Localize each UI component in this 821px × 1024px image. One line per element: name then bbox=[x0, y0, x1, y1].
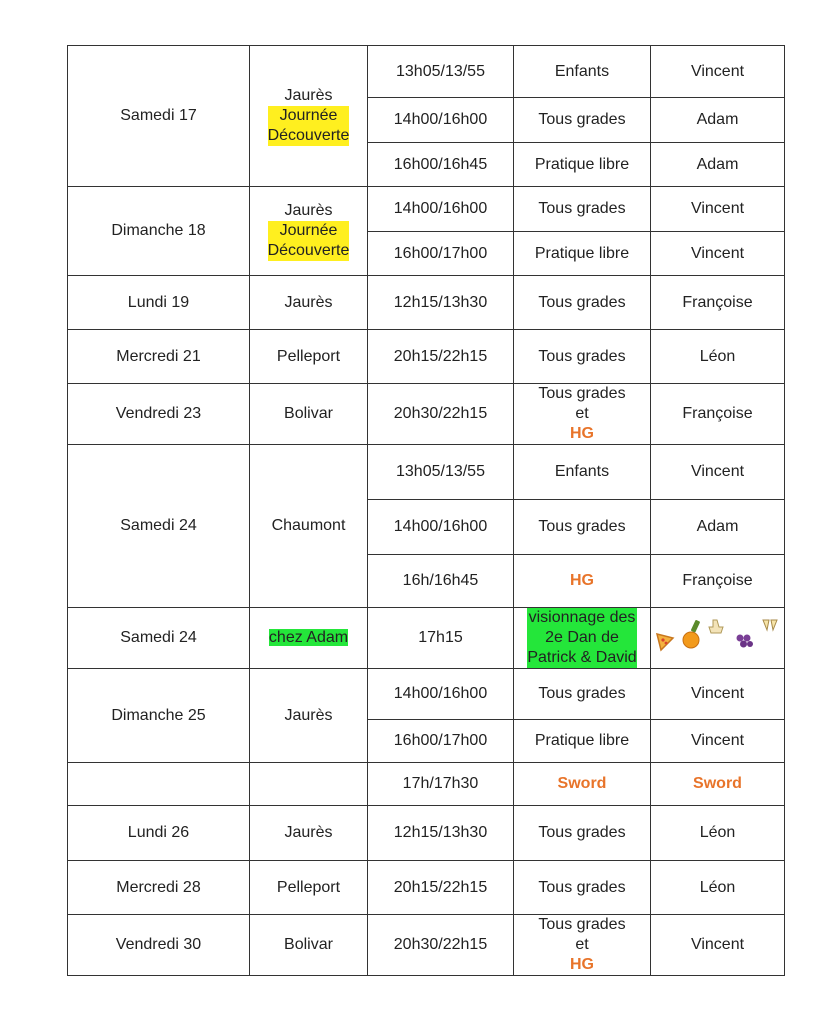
champagne-icon bbox=[759, 618, 781, 652]
teacher-cell bbox=[651, 608, 785, 669]
table-row bbox=[68, 806, 785, 861]
time-cell: 16h00/16h45 bbox=[368, 143, 514, 187]
table-row bbox=[68, 187, 785, 232]
table-row bbox=[68, 608, 785, 669]
hg-label: HG bbox=[569, 956, 594, 973]
place-cell bbox=[250, 763, 368, 806]
time-cell: 20h15/22h15 bbox=[368, 861, 514, 915]
day-cell: Dimanche 18 bbox=[68, 187, 250, 276]
time-cell: 14h00/16h00 bbox=[368, 500, 514, 555]
time-cell: 17h/17h30 bbox=[368, 763, 514, 806]
table-row bbox=[68, 46, 785, 98]
time-cell: 14h00/16h00 bbox=[368, 669, 514, 720]
type-cell: Tous grades bbox=[514, 861, 651, 915]
highlight-label: 2e Dan de bbox=[527, 628, 636, 648]
teacher-cell: Vincent bbox=[651, 232, 785, 276]
type-cell bbox=[514, 555, 651, 608]
teacher-cell: Adam bbox=[651, 143, 785, 187]
teacher-cell: Vincent bbox=[651, 46, 785, 98]
time-cell: 12h15/13h30 bbox=[368, 276, 514, 330]
teacher-cell: Vincent bbox=[651, 187, 785, 232]
highlight-label: chez Adam bbox=[268, 629, 349, 646]
teacher-cell: Léon bbox=[651, 330, 785, 384]
teacher-cell: Léon bbox=[651, 806, 785, 861]
type-cell: Tous grades bbox=[514, 500, 651, 555]
table-row bbox=[68, 276, 785, 330]
time-cell: 13h05/13/55 bbox=[368, 46, 514, 98]
time-cell: 14h00/16h00 bbox=[368, 98, 514, 143]
type-cell: Enfants bbox=[514, 46, 651, 98]
type-cell: Tous grades bbox=[514, 806, 651, 861]
orange-icon bbox=[681, 618, 703, 652]
time-cell: 20h30/22h15 bbox=[368, 384, 514, 445]
type-cell: Enfants bbox=[514, 445, 651, 500]
highlight-label: Patrick & David bbox=[527, 649, 637, 666]
highlight-label: visionnage des bbox=[528, 609, 636, 626]
teacher-cell: Vincent bbox=[651, 720, 785, 763]
schedule-table bbox=[67, 45, 785, 976]
sword-label: Sword bbox=[693, 775, 742, 792]
day-cell: Samedi 17 bbox=[68, 46, 250, 187]
highlight-label: Découverte bbox=[267, 127, 350, 144]
place-cell: Pelleport bbox=[250, 861, 368, 915]
sword-label: Sword bbox=[557, 775, 607, 792]
table-row bbox=[68, 669, 785, 720]
day-cell: Lundi 26 bbox=[68, 806, 250, 861]
day-cell: Lundi 19 bbox=[68, 276, 250, 330]
place-cell: Bolivar bbox=[250, 915, 368, 976]
table-row bbox=[68, 861, 785, 915]
type-cell: Tous grades bbox=[514, 276, 651, 330]
teacher-cell: Léon bbox=[651, 861, 785, 915]
table-row bbox=[68, 384, 785, 445]
place-cell: Jaurès bbox=[250, 276, 368, 330]
day-cell: Vendredi 23 bbox=[68, 384, 250, 445]
day-cell: Vendredi 30 bbox=[68, 915, 250, 976]
place-cell: Chaumont bbox=[250, 445, 368, 608]
day-cell: Dimanche 25 bbox=[68, 669, 250, 763]
teacher-cell: Françoise bbox=[651, 384, 785, 445]
table-row bbox=[68, 915, 785, 976]
place-cell: Jaurès Journée Découverte bbox=[250, 46, 368, 187]
teacher-cell: Vincent bbox=[651, 915, 785, 976]
type-cell bbox=[514, 608, 651, 669]
day-cell: Samedi 24 bbox=[68, 445, 250, 608]
type-cell: Pratique libre bbox=[514, 720, 651, 763]
teacher-cell: Vincent bbox=[651, 445, 785, 500]
time-cell: 20h15/22h15 bbox=[368, 330, 514, 384]
hg-label: HG bbox=[569, 425, 594, 442]
bottle-icon bbox=[707, 618, 729, 652]
time-cell: 16h00/17h00 bbox=[368, 232, 514, 276]
place-cell: Jaurès bbox=[250, 669, 368, 763]
hg-label: HG bbox=[570, 572, 594, 589]
pizza-icon bbox=[655, 618, 677, 652]
place-cell: Bolivar bbox=[250, 384, 368, 445]
type-cell: Pratique libre bbox=[514, 143, 651, 187]
type-cell: Tous grades et HG bbox=[514, 384, 651, 445]
table-row bbox=[68, 763, 785, 806]
teacher-cell: Françoise bbox=[651, 555, 785, 608]
type-cell: Tous grades bbox=[514, 98, 651, 143]
table-row bbox=[68, 445, 785, 500]
table-row bbox=[68, 330, 785, 384]
teacher-cell: Adam bbox=[651, 500, 785, 555]
time-cell: 17h15 bbox=[368, 608, 514, 669]
place-cell: Jaurès bbox=[250, 806, 368, 861]
highlight-label: Journée bbox=[268, 221, 350, 241]
time-cell: 12h15/13h30 bbox=[368, 806, 514, 861]
time-cell: 20h30/22h15 bbox=[368, 915, 514, 976]
day-cell: Mercredi 28 bbox=[68, 861, 250, 915]
type-cell: Tous grades bbox=[514, 187, 651, 232]
type-cell: Pratique libre bbox=[514, 232, 651, 276]
food-icons bbox=[655, 618, 781, 652]
teacher-cell: Vincent bbox=[651, 669, 785, 720]
place-cell: Jaurès Journée Découverte bbox=[250, 187, 368, 276]
type-cell: Tous grades bbox=[514, 669, 651, 720]
day-cell bbox=[68, 763, 250, 806]
grapes-icon bbox=[733, 618, 755, 652]
time-cell: 14h00/16h00 bbox=[368, 187, 514, 232]
type-cell bbox=[514, 763, 651, 806]
place-cell bbox=[250, 608, 368, 669]
teacher-cell: Françoise bbox=[651, 276, 785, 330]
type-cell: Tous grades bbox=[514, 330, 651, 384]
place-cell: Pelleport bbox=[250, 330, 368, 384]
teacher-cell: Adam bbox=[651, 98, 785, 143]
highlight-label: Découverte bbox=[267, 242, 350, 259]
highlight-label: Journée bbox=[268, 106, 350, 126]
day-cell: Mercredi 21 bbox=[68, 330, 250, 384]
type-cell: Tous grades et HG bbox=[514, 915, 651, 976]
teacher-cell bbox=[651, 763, 785, 806]
time-cell: 16h/16h45 bbox=[368, 555, 514, 608]
time-cell: 13h05/13/55 bbox=[368, 445, 514, 500]
time-cell: 16h00/17h00 bbox=[368, 720, 514, 763]
day-cell: Samedi 24 bbox=[68, 608, 250, 669]
